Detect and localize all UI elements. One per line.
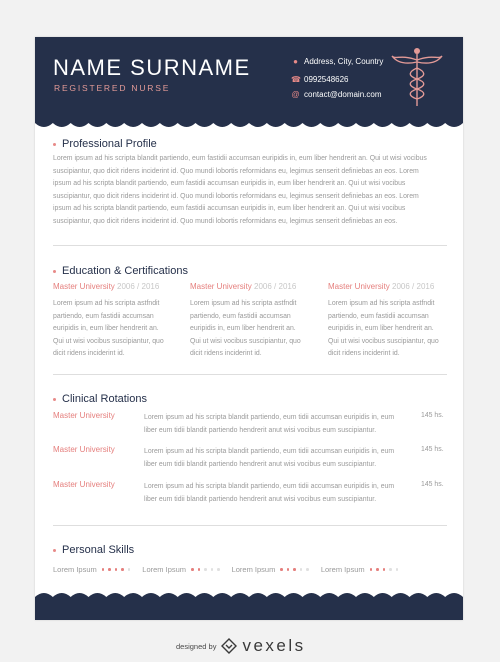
skill-dot (376, 568, 379, 571)
contact-phone (291, 75, 349, 84)
education-item (190, 282, 314, 361)
skill-dot (287, 568, 290, 571)
vexels-logo-text: vexels (242, 636, 306, 655)
section-divider (53, 245, 447, 246)
education-heading: Master University 2006 / 2016 (190, 282, 297, 291)
address-text: Address, City, Country (304, 57, 384, 66)
email-text: contact@domain.com (304, 90, 382, 99)
section-title-profile: Professional Profile (53, 138, 157, 150)
skill-dot (108, 568, 111, 571)
bullet-dot (53, 549, 56, 552)
skill-dot (389, 568, 392, 571)
rotation-hours: 145 hs. (421, 481, 444, 488)
education-heading: Master University 2006 / 2016 (53, 282, 160, 291)
rotation-hours: 145 hs. (421, 446, 444, 453)
skill-dot (191, 568, 194, 571)
skills-list (53, 565, 447, 574)
section-title-education: Education & Certifications (53, 265, 188, 277)
education-description: Lorem ipsum ad his scripta astfndit partiendo, eum fastidii accumsan euripidis in, eum liber hendrerit an. Qui ut wisi vocibus suscipiantur, quo dicit ridens inciderint id. (190, 300, 301, 358)
section-title-skills: Personal Skills (53, 544, 134, 556)
footer-wave-edge (35, 591, 463, 603)
bullet-dot (53, 270, 56, 273)
skill-dot (383, 568, 386, 571)
vexels-branding (176, 636, 306, 656)
profile-line: suscipiantur, quo dicit ridens inciderint id. Quo mundi lobortis reformidans eu, legimus senserit definiebas an eos. (53, 217, 398, 225)
skill-item: Lorem Ipsum (321, 565, 398, 574)
profile-line: ipsum ad his scripta blandit partiendo, eum fastidii accumsan euripidis in, eum liber hendrerit an. Qui ut wisi vocibus (53, 180, 406, 188)
skill-rating (370, 568, 399, 571)
rotation-university: Master University (53, 480, 115, 489)
skill-item: Lorem Ipsum (53, 565, 130, 574)
skill-dot (217, 568, 220, 571)
rotation-description: Lorem ipsum ad his scripta blandit partiendo, eum tidii accumsan euripidis in, eum liber eum tidii blandit partiendo hendrerit anut wisi vocibus eum suscipiantur. (144, 448, 395, 468)
skill-dot (204, 568, 207, 571)
vexels-diamond-icon (221, 638, 237, 654)
skill-dot (115, 568, 118, 571)
designed-by-text: designed by (176, 641, 217, 651)
skill-dot (128, 568, 131, 571)
education-description: Lorem ipsum ad his scripta astfndit partiendo, eum fastidii accumsan euripidis in, eum liber hendrerit an. Qui ut wisi vocibus suscipiantur, quo dicit ridens inciderint id. (53, 300, 164, 358)
education-heading: Master University 2006 / 2016 (328, 282, 435, 291)
skill-dot (198, 568, 201, 571)
skill-dot (280, 568, 283, 571)
skill-rating (191, 568, 220, 571)
candidate-role: REGISTERED NURSE (54, 83, 171, 93)
skill-item: Lorem Ipsum (232, 565, 309, 574)
contact-address (291, 57, 383, 66)
rotation-description: Lorem ipsum ad his scripta blandit partiendo, eum tidii accumsan euripidis in, eum liber eum tidii blandit partiendo hendrerit anut wisi vocibus eum suscipiantur. (144, 483, 395, 503)
section-divider (53, 525, 447, 526)
education-item (53, 282, 177, 361)
skill-rating (280, 568, 309, 571)
skill-dot (211, 568, 214, 571)
section-divider (53, 374, 447, 375)
skill-dot (293, 568, 296, 571)
rotation-university: Master University (53, 445, 115, 454)
at-sign-icon: @ (291, 90, 300, 99)
profile-line: suscipiantur, quo dicit ridens inciderint id. Quo mundi lobortis reformidans eu, legimus senserit definiebas an eos. Lorem (53, 167, 419, 175)
skill-dot (300, 568, 303, 571)
header-wave-edge (35, 117, 463, 129)
skill-dot (102, 568, 105, 571)
skill-dot (370, 568, 373, 571)
candidate-name: NAME SURNAME (53, 55, 251, 80)
rotation-university: Master University (53, 411, 115, 420)
bullet-dot (53, 398, 56, 401)
rotation-hours: 145 hs. (421, 412, 444, 419)
profile-text (53, 153, 453, 229)
skill-item: Lorem Ipsum (142, 565, 219, 574)
skill-dot (306, 568, 309, 571)
location-pin-icon: ● (293, 57, 298, 66)
education-description: Lorem ipsum ad his scripta astfndit partiendo, eum fastidii accumsan euripidis in, eum liber hendrerit an. Qui ut wisi vocibus suscipiantur, quo dicit ridens inciderint id. (328, 300, 439, 358)
caduceus-icon (390, 46, 444, 108)
profile-line: suscipiantur, quo dicit ridens inciderint id. Quo mundi lobortis reformidans eu, legimus senserit definiebas an eos. Lorem (53, 192, 419, 200)
skill-dot (396, 568, 399, 571)
profile-line: ipsum ad his scripta blandit partiendo, eum fastidii accumsan euripidis in, eum liber hendrerit an. Qui ut wisi vocibus (53, 205, 406, 213)
section-title-rotations: Clinical Rotations (53, 393, 147, 405)
rotation-description: Lorem ipsum ad his scripta blandit partiendo, eum tidii accumsan euripidis in, eum liber eum tidii blandit partiendo hendrerit anut wisi vocibus eum suscipiantur. (144, 414, 395, 434)
phone-text: 0992548626 (304, 75, 349, 84)
resume-sheet (35, 37, 463, 620)
bullet-dot (53, 143, 56, 146)
contact-email (291, 90, 382, 99)
phone-icon: ☎ (291, 75, 301, 84)
skill-dot (121, 568, 124, 571)
profile-line: Lorem ipsum ad his scripta blandit partiendo, eum fastidii accumsan euripidis in, eum liber hendrerit an. Qui ut wisi vocibus (53, 155, 427, 162)
skill-rating (102, 568, 131, 571)
education-item (328, 282, 452, 361)
